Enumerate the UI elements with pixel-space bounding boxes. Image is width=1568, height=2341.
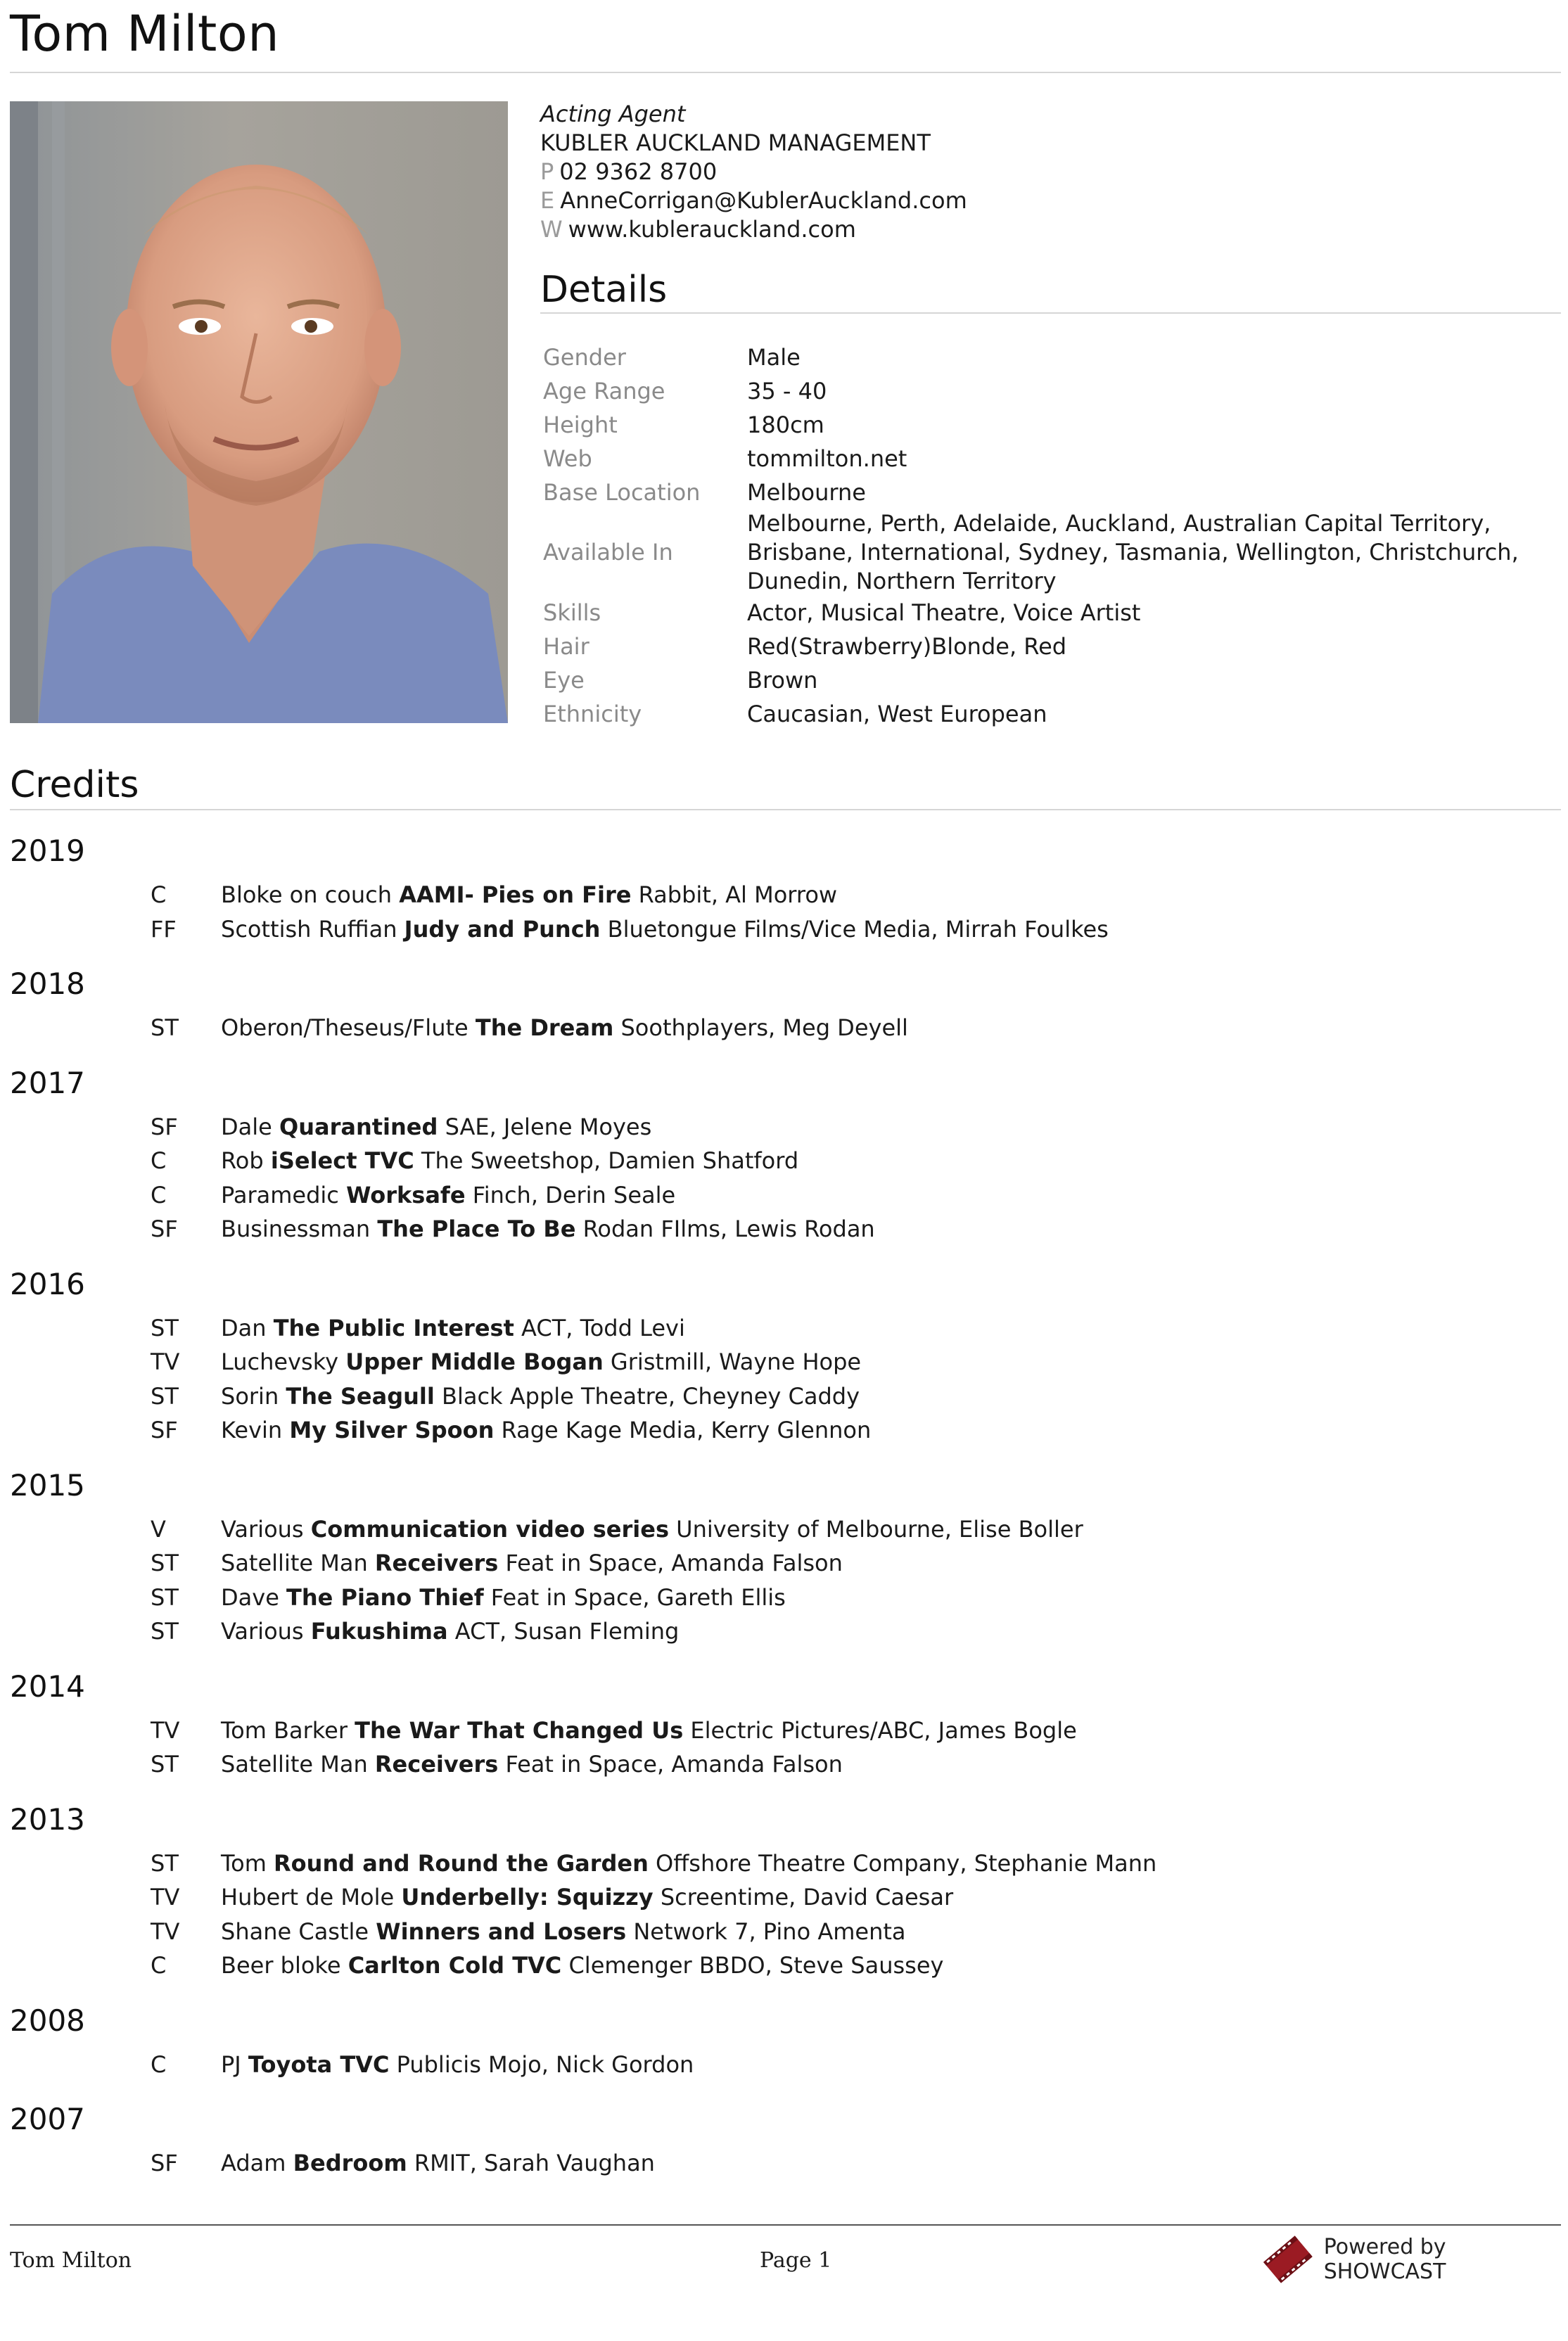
credit-title: Fukushima [310,1618,448,1645]
agent-phone: 02 9362 8700 [559,158,718,185]
credit-type: TV [151,1918,180,1945]
credit-company: University of Melbourne, Elise Boller [676,1515,1083,1543]
credit-text [221,1178,675,1213]
credit-role: Luchevsky [221,1348,339,1375]
credit-company: Screentime, David Caesar [660,1884,954,1911]
credit-row [10,1345,1557,1379]
credit-text [221,1915,906,1949]
details-label: Gender [543,343,626,371]
details-table [540,340,1553,731]
credit-year: 2017 [10,1065,85,1100]
details-label: Available In [543,539,673,566]
details-value[interactable]: tommilton.net [747,445,907,472]
credit-year: 2013 [10,1801,85,1837]
details-row [540,476,1553,509]
credit-title: Round and Round the Garden [274,1849,649,1877]
credit-company: ACT, Susan Fleming [454,1618,680,1645]
credit-text [221,1880,953,1915]
showcast-brand[interactable] [1259,2230,1568,2289]
credit-text [221,912,1109,947]
footer-divider [10,2224,1561,2226]
credit-type: ST [151,1314,179,1341]
credit-text [221,878,837,912]
credit-type: V [151,1515,166,1543]
credit-company: Feat in Space, Amanda Falson [505,1550,843,1576]
details-row [540,374,1553,408]
credit-text [221,1512,1083,1547]
credits-heading: Credits [10,764,139,806]
credit-title: Worksafe [346,1181,466,1208]
credit-year: 2008 [10,2003,85,2038]
credits-divider [10,809,1561,810]
credit-row [10,1846,1557,1881]
credit-title: The Public Interest [273,1314,514,1341]
details-row [540,663,1553,697]
credit-title: Upper Middle Bogan [345,1348,604,1375]
credit-role: Scottish Ruffian [221,915,397,943]
credit-role: Tom [221,1849,267,1877]
credit-company: Network 7, Pino Amenta [633,1918,906,1945]
credit-row [10,1311,1557,1346]
credit-year-group [10,1666,1557,1782]
details-row [540,442,1553,476]
details-row [540,697,1553,731]
details-value: Melbourne, Perth, Adelaide, Auckland, Australian Capital Territory, Brisbane, International, Sydney, Tasmania, Wellington, Christchurch, Dunedin, Northern Territory [747,510,1519,594]
credit-type: C [151,1147,167,1174]
page-title: Tom Milton [10,5,280,63]
credit-row [10,912,1557,947]
credit-type: ST [151,1583,179,1611]
headshot-image [10,101,508,723]
credit-text [221,1011,908,1045]
credit-role: PJ [221,2050,241,2078]
credit-role: Various [221,1618,304,1645]
credit-text [221,2146,655,2181]
details-label: Eye [543,666,585,694]
credit-year-group [10,963,1557,1045]
credit-year-group [10,1465,1557,1649]
credit-type: FF [151,915,177,943]
credit-company: Bluetongue Films/Vice Media, Mirrah Foulkes [607,915,1109,943]
credit-row [10,1614,1557,1649]
credit-row [10,878,1557,912]
credit-role: Hubert de Mole [221,1884,395,1911]
credit-year-group [10,830,1557,946]
credit-title: The Place To Be [377,1216,576,1242]
credit-type: TV [151,1348,180,1375]
title-divider [10,72,1561,73]
credit-company: Rage Kage Media, Kerry Glennon [501,1417,872,1443]
credit-role: Satellite Man [221,1550,368,1576]
details-value: Actor, Musical Theatre, Voice Artist [747,599,1141,626]
credit-role: Dan [221,1314,267,1341]
credit-text [221,1311,685,1346]
credit-row [10,1413,1557,1448]
credit-type: SF [151,1216,178,1242]
agency-name: KUBLER AUCKLAND MANAGEMENT [540,129,931,156]
credit-year: 2007 [10,2102,85,2136]
credit-type: C [151,2050,167,2078]
email-prefix: E [540,187,555,214]
headshot-photo [10,101,508,723]
credit-role: Oberon/Theseus/Flute [221,1014,469,1041]
credit-text [221,1345,861,1379]
credit-role: Shane Castle [221,1918,369,1945]
credit-title: Underbelly: Squizzy [401,1884,654,1911]
credit-title: AAMI- Pies on Fire [399,881,632,908]
credit-company: Soothplayers, Meg Deyell [620,1014,908,1041]
details-value: Male [747,343,801,371]
credit-text [221,1846,1156,1881]
credit-company: Clemenger BBDO, Steve Saussey [568,1952,944,1979]
credit-text [221,1546,843,1581]
credit-year: 2016 [10,1266,85,1301]
agent-web-line [540,215,967,244]
credit-type: SF [151,1113,178,1140]
credit-title: Communication video series [310,1515,669,1543]
details-label: Hair [543,632,589,660]
credit-row [10,1144,1557,1178]
credit-row [10,2048,1557,2082]
details-value: Brown [747,666,818,694]
credit-row [10,1948,1557,1983]
details-divider [540,312,1561,314]
credit-title: Carlton Cold TVC [348,1952,562,1979]
details-label: Age Range [543,377,665,404]
details-label: Skills [543,599,601,626]
credit-company: The Sweetshop, Damien Shatford [421,1147,799,1174]
details-value: Caucasian, West European [747,700,1047,727]
credit-row [10,1178,1557,1213]
credit-title: Winners and Losers [376,1918,627,1945]
credit-year: 2014 [10,1669,85,1704]
credit-role: Various [221,1515,304,1543]
agent-info [540,100,967,244]
phone-prefix: P [540,158,554,185]
credit-title: iSelect TVC [270,1147,414,1174]
credit-year-group [10,1263,1557,1448]
credit-text [221,1144,798,1178]
showcast-brand-text: Powered by SHOWCAST [1323,2235,1446,2284]
credit-row [10,1581,1557,1615]
credit-role: Kevin [221,1417,283,1443]
credit-text [221,1614,679,1649]
credit-row [10,1880,1557,1915]
credit-company: ACT, Todd Levi [521,1314,685,1341]
details-row [540,340,1553,374]
details-label: Height [543,411,618,438]
credit-row [10,1011,1557,1045]
credit-company: Electric Pictures/ABC, James Bogle [690,1716,1077,1744]
details-row [540,408,1553,442]
credit-title: Receivers [374,1751,499,1778]
details-label: Web [543,445,592,472]
credit-row [10,2146,1557,2181]
web-prefix: W [540,216,563,243]
credit-company: Gristmill, Wayne Hope [610,1348,862,1375]
credit-company: SAE, Jelene Moyes [445,1113,652,1140]
agent-role: Acting Agent [540,101,686,127]
details-value: Melbourne [747,478,866,506]
credit-type: ST [151,1382,179,1410]
credit-text [221,2048,694,2082]
agent-phone-line [540,158,967,186]
credit-year-group [10,2098,1557,2181]
credit-type: ST [151,1751,179,1778]
credit-role: Beer bloke [221,1952,341,1979]
details-row [540,630,1553,663]
credit-text [221,1714,1077,1748]
credit-role: Adam [221,2150,286,2176]
credit-role: Dale [221,1113,272,1140]
credit-company: Rodan FIlms, Lewis Rodan [582,1216,875,1242]
credit-row [10,1546,1557,1581]
details-row [540,509,1553,596]
agent-web-link[interactable]: www.kublerauckland.com [568,216,856,243]
credit-text [221,1948,943,1983]
credit-year-group [10,1062,1557,1246]
credit-company: Feat in Space, Gareth Ellis [490,1583,786,1611]
credit-title: Toyota TVC [248,2050,390,2078]
credit-year: 2019 [10,834,85,868]
details-value: Red(Strawberry)Blonde, Red [747,632,1067,660]
credit-title: The Dream [475,1014,614,1041]
credit-type: ST [151,1550,179,1576]
credit-company: Rabbit, Al Morrow [638,881,838,908]
credit-type: C [151,1181,167,1208]
credit-type: SF [151,2150,178,2176]
credit-title: Judy and Punch [404,915,601,943]
credit-company: Finch, Derin Seale [472,1181,676,1208]
details-label: Base Location [543,478,701,506]
credit-text [221,1110,651,1144]
credit-role: Businessman [221,1216,371,1242]
credit-type: TV [151,1884,180,1911]
credit-title: Quarantined [279,1113,438,1140]
credit-role: Rob [221,1147,264,1174]
credit-type: ST [151,1014,179,1041]
credit-year: 2015 [10,1467,85,1503]
credit-text [221,1747,843,1782]
page-number: Page 1 [760,2248,832,2273]
details-label: Ethnicity [543,700,642,727]
credit-title: The War That Changed Us [355,1716,684,1744]
credit-row [10,1714,1557,1748]
credit-row [10,1379,1557,1414]
details-heading: Details [540,269,668,311]
credit-row [10,1512,1557,1547]
credit-type: ST [151,1849,179,1877]
credit-row [10,1747,1557,1782]
details-value: 35 - 40 [747,377,827,404]
credit-role: Paramedic [221,1181,339,1208]
credit-type: C [151,1952,167,1979]
details-row [540,596,1553,630]
credit-company: Black Apple Theatre, Cheyney Caddy [441,1382,860,1410]
credit-company: Feat in Space, Amanda Falson [505,1751,843,1778]
agent-email-link[interactable]: AnneCorrigan@KublerAuckland.com [560,187,967,214]
credit-title: The Piano Thief [286,1583,484,1611]
credit-role: Tom Barker [221,1716,348,1744]
credits-list [10,830,1557,2198]
credit-type: TV [151,1716,180,1744]
credit-title: Bedroom [293,2150,407,2176]
agent-email-line [540,186,967,215]
credit-title: My Silver Spoon [289,1417,495,1443]
credit-role: Satellite Man [221,1751,368,1778]
credit-company: Offshore Theatre Company, Stephanie Mann [656,1849,1157,1877]
credit-company: Publicis Mojo, Nick Gordon [396,2050,694,2078]
credit-text [221,1379,860,1414]
credit-row [10,1212,1557,1246]
credit-role: Dave [221,1583,279,1611]
credit-row [10,1915,1557,1949]
credit-text [221,1413,871,1448]
credit-year: 2018 [10,967,85,1001]
footer-name: Tom Milton [10,2248,132,2273]
credit-row [10,1110,1557,1144]
credit-company: RMIT, Sarah Vaughan [414,2150,655,2176]
credit-type: SF [151,1417,178,1443]
credit-year-group [10,1799,1557,1983]
credit-year-group [10,2000,1557,2082]
credit-type: C [151,881,167,908]
details-value: 180cm [747,411,824,438]
credit-text [221,1212,875,1246]
credit-title: Receivers [374,1550,499,1576]
credit-role: Bloke on couch [221,881,393,908]
credit-text [221,1581,786,1615]
showcast-logo-icon [1259,2230,1317,2289]
credit-title: The Seagull [286,1382,435,1410]
credit-role: Sorin [221,1382,279,1410]
credit-type: ST [151,1618,179,1645]
